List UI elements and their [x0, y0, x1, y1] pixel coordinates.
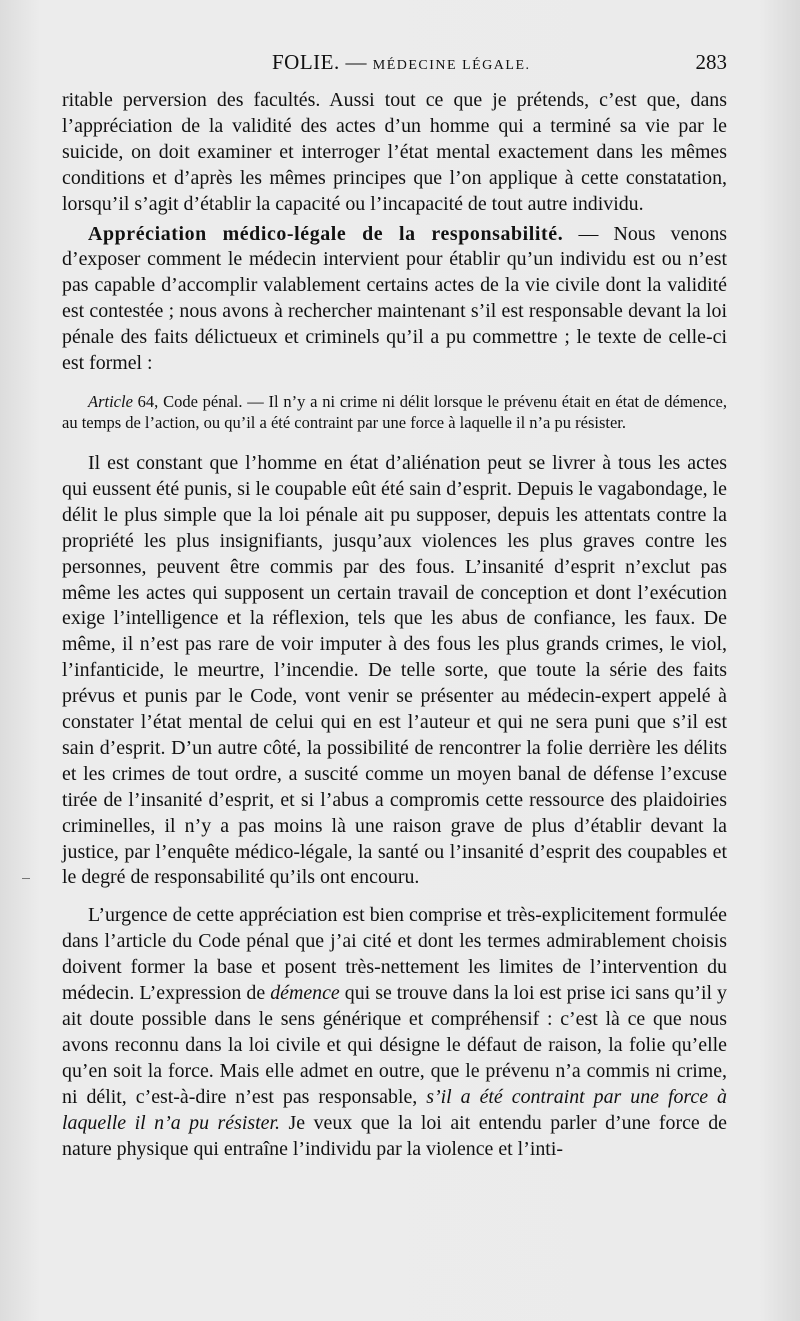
paragraph-responsibility [62, 222, 727, 377]
quote-text: 64, Code pénal. — Il n’y a ni crime ni délit lorsque le prévenu était en état de démence, au temps de l’action, ou qu’il a été contraint par une force à laquelle il n’a pu résister. [62, 391, 727, 432]
running-title-main: FOLIE. — [272, 50, 373, 74]
paragraph-responsibility-text: — Nous venons d’exposer comment le médecin intervient pour établir qu’un individu est ou n’est pas capable d’accomplir valablement certains actes de la vie civile dont la validité est contestée ; nous avons à rechercher maintenant s’il est responsable devant la loi pénale des faits délictueux et criminels qu’il a pu commettre ; le texte de celle-ci est formel : [62, 222, 728, 375]
emphasis-demence: démence [270, 982, 340, 1005]
paragraph-urgency [62, 903, 727, 1162]
paragraph-urgency-a: L’urgence de cette appréciation est bien comprise et très-explicitement formulée dans l’article du Code pénal que j’ai cité et dont les termes admirablement choisis doivent former la base et posent très-nettement les limites de l’intervention du médecin. L’expression de [62, 904, 727, 1005]
legal-quote [62, 391, 727, 433]
paragraph-continuation: ritable perversion des facultés. Aussi tout ce que je prétends, c’est que, dans l’appréciation de la validité des actes d’un homme qui a terminé sa vie par le suicide, on doit examiner et interroger l’état mental exactement dans les mêmes conditions et d’après les mêmes principes que l’on applique à cette constatation, lorsqu’il s’agit d’établir la capacité ou l’incapacité de tout autre individu. [62, 89, 727, 215]
quote-lead: Article [88, 391, 133, 411]
emphasis-contraint: s’il a été contraint par une force à laquelle il n’a pu résister. [62, 1085, 728, 1134]
margin-mark [22, 878, 30, 879]
running-title [272, 50, 531, 75]
page-body [62, 88, 727, 1162]
paragraph-urgency-b: qui se trouve dans la loi est prise ici sans qu’il y ait doute possible dans le sens générique et compréhensif : c’est là ce que nous avons reconnu dans la loi civile et qui désigne le défaut de raison, la folie qu’elle qu’en soit la force. Mais elle admet en outre, que le prévenu n’a commis ni crime, ni délit, c’est-à-dire n’est pas responsable, [62, 982, 727, 1108]
paragraph-insanity: Il est constant que l’homme en état d’aliénation peut se livrer à tous les actes qui eussent été punis, si le coupable eût été sain d’esprit. Depuis le vagabondage, le délit le plus simple que la loi pénale ait pu supposer, depuis les attentats contre la propriété les plus insignifiants, jusqu’aux violences les plus graves contre les personnes, peuvent être commis par des fous. L’insanité d’esprit n’exclut pas même les actes qui supposent un certain travail de conception et dont l’exécution exige l’intelligence et la réflexion, tels que les abus de confiance, les faux. De même, il n’est pas rare de voir imputer à des fous les plus grands crimes, le viol, l’infanticide, le meurtre, l’incendie. De telle sorte, que toute la série des faits prévus et punis par le Code, vont venir se présenter au médecin-expert appelé à constater l’état mental de celui qui en est l’auteur et qui ne sera puni que s’il est sain d’esprit. D’un autre côté, la possibilité de rencontrer la folie derrière les délits et les crimes de tout ordre, a suscité comme un moyen banal de défense l’excuse tirée de l’insanité d’esprit, et si l’abus a compromis cette ressource des plaidoiries criminelles, il n’y a pas moins là une raison grave de plus d’établir devant la justice, par l’enquête médico-légale, la santé ou l’insanité d’esprit des coupables et le degré de responsabilité qu’ils ont encouru. [62, 451, 727, 889]
running-header [62, 50, 727, 82]
paragraph-urgency-c: Je veux que la loi ait entendu parler d’une force de nature physique qui entraîne l’individu par la violence et l’inti- [62, 1111, 728, 1160]
page-number: 283 [695, 50, 727, 74]
section-heading: Appréciation médico-légale de la responsabilité. [88, 222, 564, 245]
running-title-small-caps: MÉDECINE LÉGALE. [372, 58, 531, 73]
